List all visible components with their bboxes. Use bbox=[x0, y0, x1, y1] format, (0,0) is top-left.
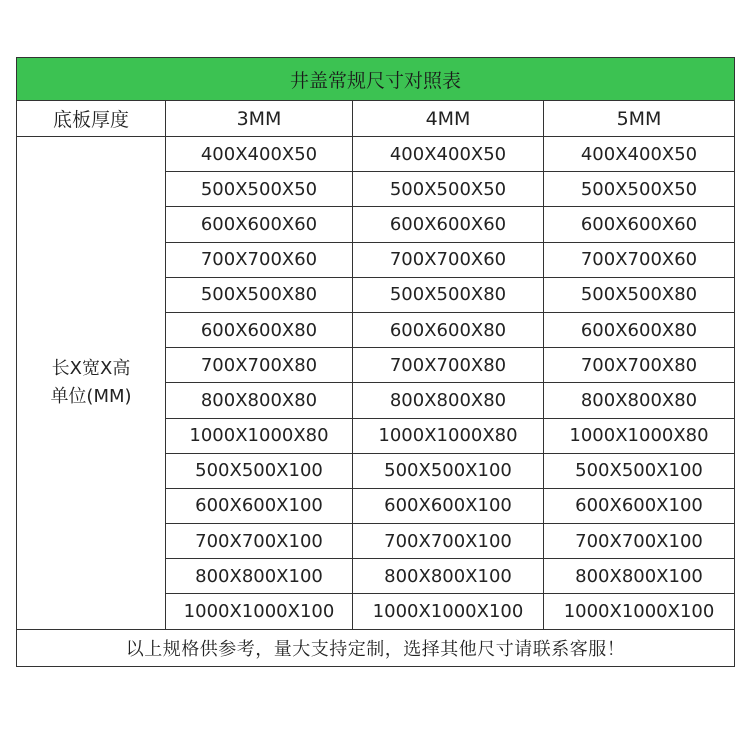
size-table bbox=[16, 57, 735, 667]
title-row bbox=[17, 58, 735, 101]
size-cell: 600X600X100 bbox=[544, 488, 735, 523]
column-header-4mm: 4MM bbox=[353, 101, 544, 137]
size-cell: 1000X1000X80 bbox=[166, 418, 353, 453]
size-cell: 700X700X80 bbox=[166, 348, 353, 383]
size-cell: 500X500X100 bbox=[353, 453, 544, 488]
size-cell: 800X800X100 bbox=[353, 559, 544, 594]
row-label-thickness: 底板厚度 bbox=[17, 101, 166, 137]
dimension-label bbox=[17, 137, 166, 630]
table-title: 井盖常规尺寸对照表 bbox=[17, 58, 735, 101]
size-cell: 600X600X80 bbox=[544, 312, 735, 347]
size-cell: 500X500X50 bbox=[166, 172, 353, 207]
size-cell: 500X500X50 bbox=[353, 172, 544, 207]
footer-note: 以上规格供参考，量大支持定制，选择其他尺寸请联系客服！ bbox=[17, 629, 735, 666]
size-cell: 800X800X80 bbox=[544, 383, 735, 418]
header-row bbox=[17, 101, 735, 137]
size-cell: 400X400X50 bbox=[166, 137, 353, 172]
column-header-3mm: 3MM bbox=[166, 101, 353, 137]
table-body bbox=[17, 58, 735, 667]
size-cell: 500X500X80 bbox=[166, 277, 353, 312]
size-cell: 700X700X60 bbox=[166, 242, 353, 277]
size-cell: 700X700X100 bbox=[544, 524, 735, 559]
size-cell: 700X700X100 bbox=[166, 524, 353, 559]
size-cell: 800X800X100 bbox=[166, 559, 353, 594]
size-cell: 600X600X100 bbox=[166, 488, 353, 523]
size-cell: 1000X1000X80 bbox=[544, 418, 735, 453]
table-row bbox=[17, 137, 735, 172]
size-cell: 700X700X60 bbox=[353, 242, 544, 277]
size-cell: 1000X1000X100 bbox=[544, 594, 735, 629]
size-cell: 700X700X80 bbox=[353, 348, 544, 383]
size-cell: 1000X1000X100 bbox=[353, 594, 544, 629]
size-cell: 500X500X100 bbox=[544, 453, 735, 488]
size-cell: 400X400X50 bbox=[544, 137, 735, 172]
size-cell: 600X600X60 bbox=[353, 207, 544, 242]
column-header-5mm: 5MM bbox=[544, 101, 735, 137]
size-cell: 800X800X100 bbox=[544, 559, 735, 594]
size-cell: 600X600X100 bbox=[353, 488, 544, 523]
size-cell: 1000X1000X80 bbox=[353, 418, 544, 453]
size-cell: 500X500X100 bbox=[166, 453, 353, 488]
size-cell: 500X500X80 bbox=[544, 277, 735, 312]
size-cell: 600X600X80 bbox=[353, 312, 544, 347]
dimension-label-line2: 单位(MM) bbox=[50, 385, 132, 407]
size-cell: 700X700X80 bbox=[544, 348, 735, 383]
size-cell: 600X600X60 bbox=[544, 207, 735, 242]
footer-row bbox=[17, 629, 735, 666]
size-cell: 500X500X80 bbox=[353, 277, 544, 312]
size-cell: 400X400X50 bbox=[353, 137, 544, 172]
size-cell: 700X700X60 bbox=[544, 242, 735, 277]
size-cell: 800X800X80 bbox=[353, 383, 544, 418]
size-cell: 600X600X80 bbox=[166, 312, 353, 347]
dimension-label-line1: 长X宽X高 bbox=[51, 357, 131, 379]
size-cell: 500X500X50 bbox=[544, 172, 735, 207]
size-cell: 700X700X100 bbox=[353, 524, 544, 559]
size-cell: 800X800X80 bbox=[166, 383, 353, 418]
size-cell: 600X600X60 bbox=[166, 207, 353, 242]
size-cell: 1000X1000X100 bbox=[166, 594, 353, 629]
